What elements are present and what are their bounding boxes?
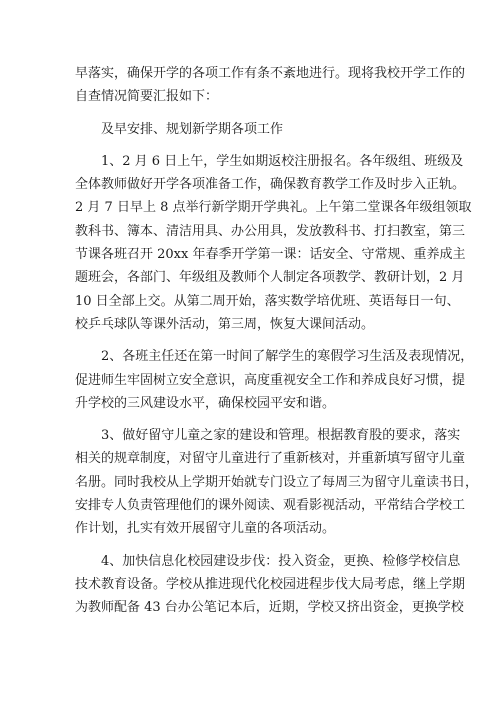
text-line: 早落实，确保开学的各项工作有条不紊地进行。现将我校开学工作的: [75, 66, 466, 81]
text-line: 2 月 7 日早上 8 点举行新学期开学典礼。上午第二堂课各年级组领取: [75, 200, 472, 216]
text-line: 4、加快信息化校园建设步伐：投入资金，更换、检修学校信息: [101, 553, 461, 569]
intro-paragraph: [75, 62, 466, 109]
item-2-paragraph: [75, 345, 474, 415]
text-line: 作计划，扎实有效开展留守儿童的各项活动。: [75, 521, 336, 537]
text-line: 1、2 月 6 日上午，学生如期返校注册报名。各年级组、班级及: [101, 153, 464, 169]
text-line: 及早安排、规划新学期各项工作: [101, 121, 284, 137]
text-line: 自查情况简要汇报如下：: [75, 89, 219, 105]
item-4-paragraph: [75, 550, 466, 620]
text-line: 相关的规章制度，对留守儿童进行了重新核对，并重新填写留守儿童: [75, 451, 466, 467]
item-1-paragraph: [75, 150, 472, 336]
text-line: 安排专人负责管理他们的课外阅读、观看影视活动，平常结合学校工: [75, 498, 466, 514]
text-line: 升学校的三风建设水平，确保校园平安和谐。: [75, 395, 336, 411]
text-line: 教科书、簿本、清洁用具、办公用具，发放教科书、打扫教室，第三: [75, 223, 466, 239]
section-heading: [75, 118, 433, 141]
item-3-paragraph: [75, 424, 479, 540]
text-line: 3、做好留守儿童之家的建设和管理。根据教育股的要求，落实: [101, 428, 461, 444]
text-line: 校乒乓球队等课外活动，第三周，恢复大课间活动。: [75, 316, 375, 332]
document-body: [75, 62, 479, 620]
text-line: 名册。同时我校从上学期开始就专门设立了每周三为留守儿童读书日，: [75, 474, 479, 490]
text-line: 全体教师做好开学各项准备工作，确保教育教学工作及时步入正轨。: [75, 177, 466, 193]
text-line: 节课各班召开 20xx 年春季开学第一课：话安全、守常规、重养成主: [75, 247, 466, 263]
text-line: 促进师生牢固树立安全意识，高度重视安全工作和养成良好习惯，提: [75, 372, 466, 388]
text-line: 为教师配备 43 台办公笔记本后，近期，学校又挤出资金，更换学校: [75, 600, 464, 616]
text-line: 技术教育设备。学校从推进现代化校园进程步伐大局考虑，继上学期: [75, 576, 466, 592]
text-line: 10 日全部上交。从第二周开始，落实数学培优班、英语每日一句、: [75, 293, 460, 309]
text-line: 2、各班主任还在第一时间了解学生的寒假学习生活及表现情况，: [101, 349, 474, 365]
text-line: 题班会，各部门、年级组及教师个人制定各项教学、教研计划，2 月: [75, 270, 465, 286]
